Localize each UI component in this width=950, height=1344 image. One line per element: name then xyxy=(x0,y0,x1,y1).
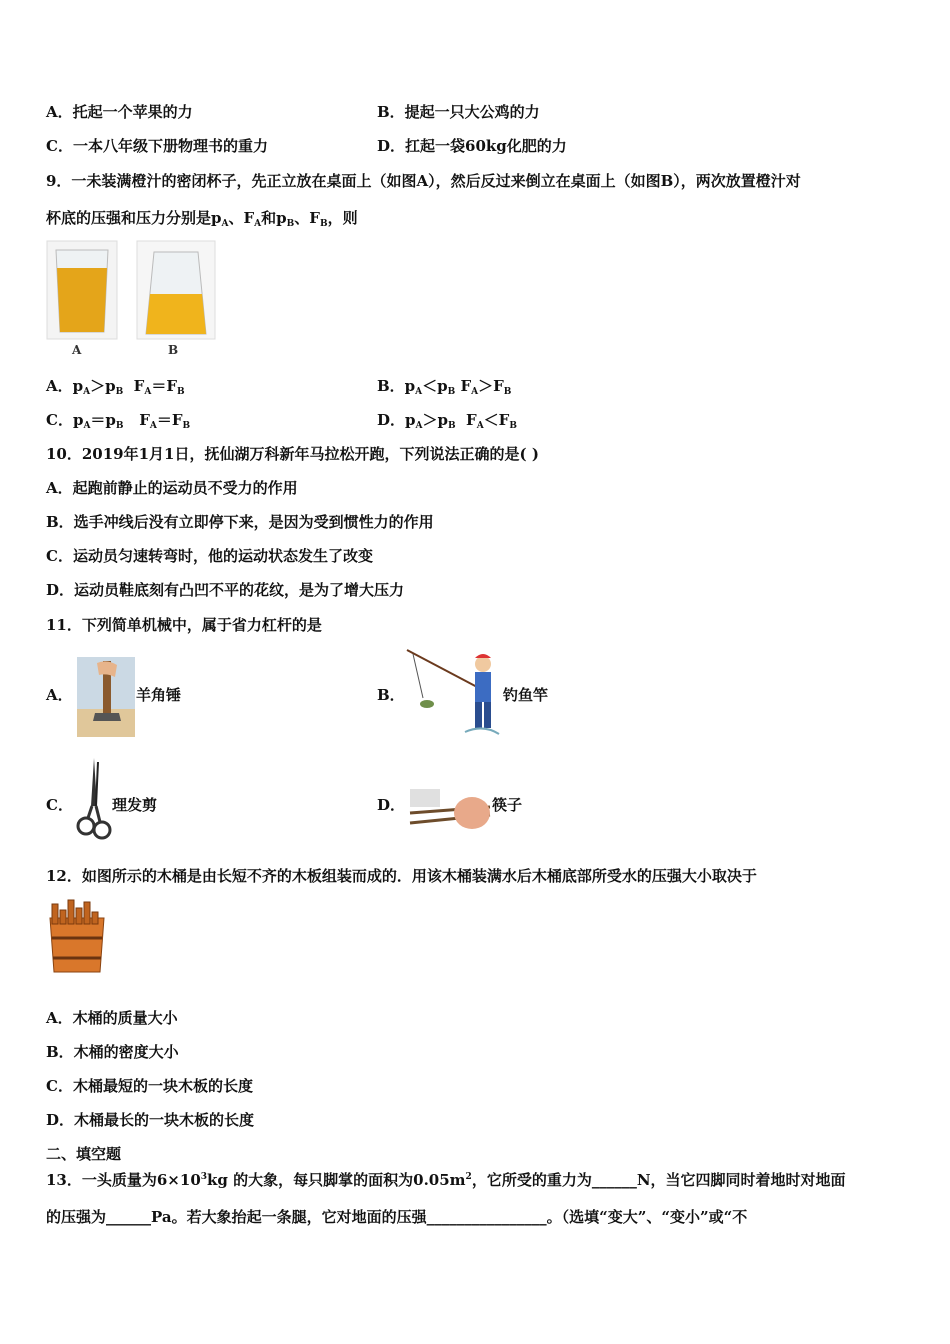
q10-option-b: B．选手冲线后没有立即停下来，是因为受到惯性力的作用 xyxy=(46,513,434,531)
q9-stem-line2: 杯底的压强和压力分别是$p_A$、$F_A$和$p_B$、$F_B$，则 xyxy=(46,209,358,229)
q9-option-c: C．$p_A=p_B$ $F_A=F_B$ xyxy=(46,411,191,431)
q13-line2: 的压强为______Pa。若大象抬起一条腿，它对地面的压强________________。（选填“变大”、“变小”或“不 xyxy=(46,1208,748,1226)
q13-line1: 13．一头质量为$6\times 10^3kg$ 的大象，每只脚掌的面积为$0.05m^2$，它所受的重力为______N，当它四脚同时着地时对地面 xyxy=(46,1171,846,1189)
q8-option-a: A．托起一个苹果的力 xyxy=(46,103,193,121)
q12-option-b: B．木桶的密度大小 xyxy=(46,1043,179,1061)
chopsticks-image xyxy=(408,783,492,843)
section-title: 二、填空题 xyxy=(46,1145,122,1163)
q11-option-d-letter: D． xyxy=(377,796,406,814)
q9-option-a: A．$p_A>p_B$ $F_A=F_B$ xyxy=(46,377,185,397)
q9-option-d: D．$p_A>p_B$ $F_A<F_B$ xyxy=(377,411,517,431)
fishing-rod-image xyxy=(405,648,500,740)
q11-option-d-text: 筷子 xyxy=(492,796,523,814)
q10-option-c: C．运动员匀速转弯时，他的运动状态发生了改变 xyxy=(46,547,373,565)
orange-juice-cups-figure xyxy=(46,240,218,360)
q11-option-c-letter: C． xyxy=(46,796,73,814)
q10-option-d: D．运动员鞋底刻有凸凹不平的花纹，是为了增大压力 xyxy=(46,581,405,599)
wooden-bucket-image xyxy=(46,898,108,976)
fig-label-b: B xyxy=(168,343,179,357)
q9-option-b: B．$p_A<p_B$ $F_A>F_B$ xyxy=(377,377,512,397)
q8-option-d: D．扛起一袋60kg化肥的力 xyxy=(377,137,567,155)
scissors-image xyxy=(74,756,112,846)
q11-option-c-text: 理发剪 xyxy=(112,796,158,814)
q11-option-a-letter: A． xyxy=(46,686,73,704)
q12-stem: 12．如图所示的木桶是由长短不齐的木板组装而成的．用该木桶装满水后木桶底部所受水的压强大小取决于 xyxy=(46,867,757,885)
q11-option-b-text: 钓鱼竿 xyxy=(503,686,549,704)
q12-option-c: C．木桶最短的一块木板的长度 xyxy=(46,1077,253,1095)
q10-option-a: A．起跑前静止的运动员不受力的作用 xyxy=(46,479,298,497)
fig-label-a: A xyxy=(72,343,82,357)
q8-option-c: C．一本八年级下册物理书的重力 xyxy=(46,137,268,155)
q8-option-b: B．提起一只大公鸡的力 xyxy=(377,103,540,121)
claw-hammer-image xyxy=(77,657,135,737)
q11-stem: 11．下列简单机械中，属于省力杠杆的是 xyxy=(46,616,322,634)
q12-option-a: A．木桶的质量大小 xyxy=(46,1009,178,1027)
q11-option-b-letter: B． xyxy=(377,686,405,704)
q10-stem: 10．2019年1月1日，抚仙湖万科新年马拉松开跑，下列说法正确的是( ) xyxy=(46,445,539,463)
q12-option-d: D．木桶最长的一块木板的长度 xyxy=(46,1111,255,1129)
q9-stem-line1: 9．一未装满橙汁的密闭杯子，先正立放在桌面上（如图A），然后反过来倒立在桌面上（如图B），两次放置橙汁对 xyxy=(46,172,801,190)
q11-option-a-text: 羊角锤 xyxy=(136,686,182,704)
